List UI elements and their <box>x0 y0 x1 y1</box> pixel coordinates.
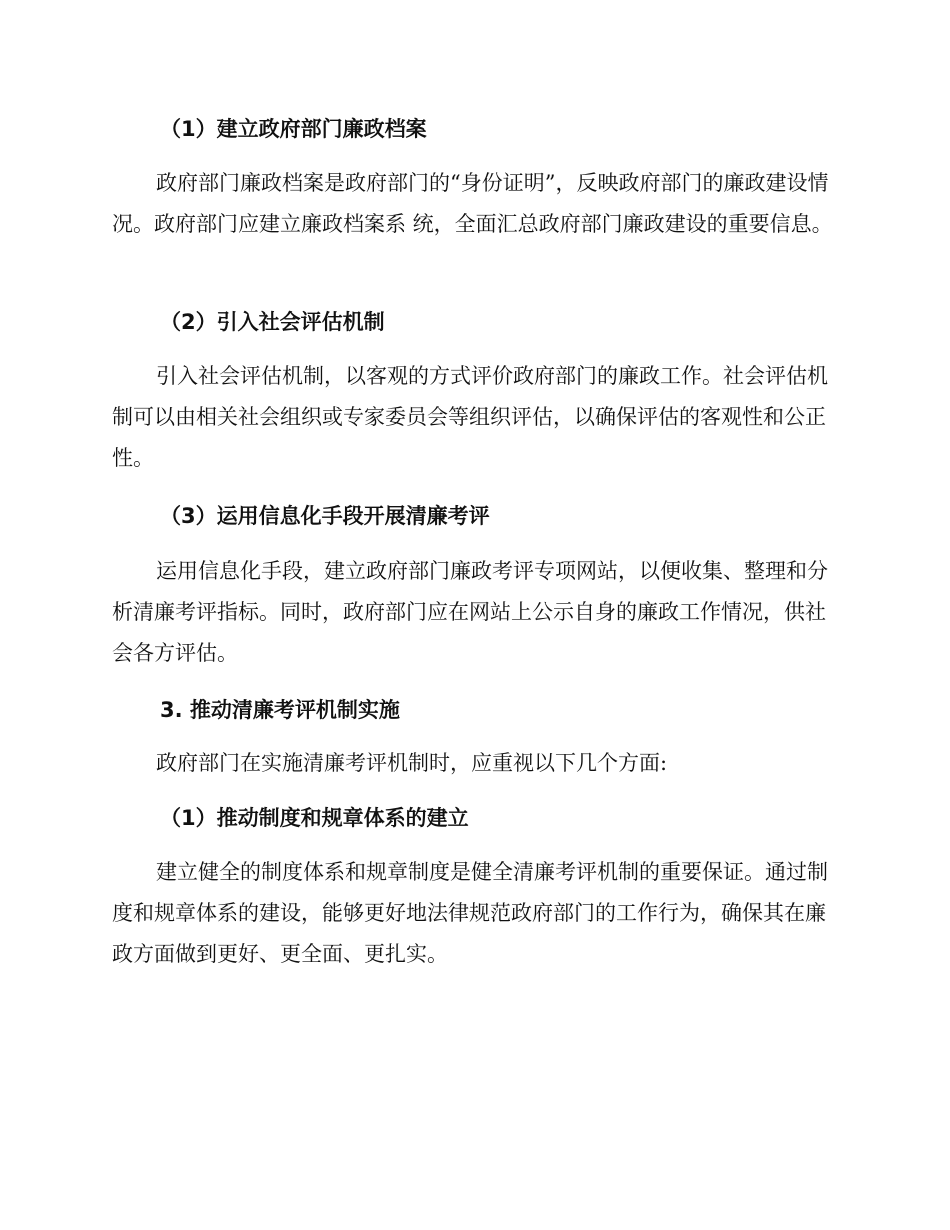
section-heading-informatization: （3）运用信息化手段开展清廉考评 <box>160 504 490 528</box>
paragraph-implementation-text: 政府部门在实施清廉考评机制时，应重视以下几个方面: <box>156 751 668 775</box>
paragraph-informatization-text: 运用信息化手段，建立政府部门廉政考评专项网站，以便收集、整理和分析清廉考评指标。同时，政府部门应在网站上公示自身的廉政工作情况，供社会各方评估。 <box>112 559 828 665</box>
section-heading-social-evaluation: （2）引入社会评估机制 <box>160 310 385 334</box>
paragraph-social-evaluation-text: 引入社会评估机制，以客观的方式评价政府部门的廉政工作。社会评估机制可以由相关社会组织或专家委员会等组织评估，以确保评估的客观性和公正性。 <box>112 364 828 470</box>
section-heading-archive: （1）建立政府部门廉政档案 <box>160 117 427 141</box>
section-heading-implementation: 3. 推动清廉考评机制实施 <box>160 698 400 722</box>
paragraph-regulations <box>112 852 838 975</box>
paragraph-archive <box>112 163 838 245</box>
section-heading-regulations: （1）推动制度和规章体系的建立 <box>160 806 469 830</box>
paragraph-social-evaluation <box>112 356 838 479</box>
paragraph-implementation <box>112 743 838 784</box>
paragraph-informatization <box>112 551 838 674</box>
paragraph-archive-text: 政府部门廉政档案是政府部门的“身份证明”，反映政府部门的廉政建设情况。政府部门应建立廉政档案系 统，全面汇总政府部门廉政建设的重要信息。 <box>112 171 833 236</box>
paragraph-regulations-text: 建立健全的制度体系和规章制度是健全清廉考评机制的重要保证。通过制度和规章体系的建设，能够更好地法律规范政府部门的工作行为，确保其在廉政方面做到更好、更全面、更扎实。 <box>112 860 828 966</box>
